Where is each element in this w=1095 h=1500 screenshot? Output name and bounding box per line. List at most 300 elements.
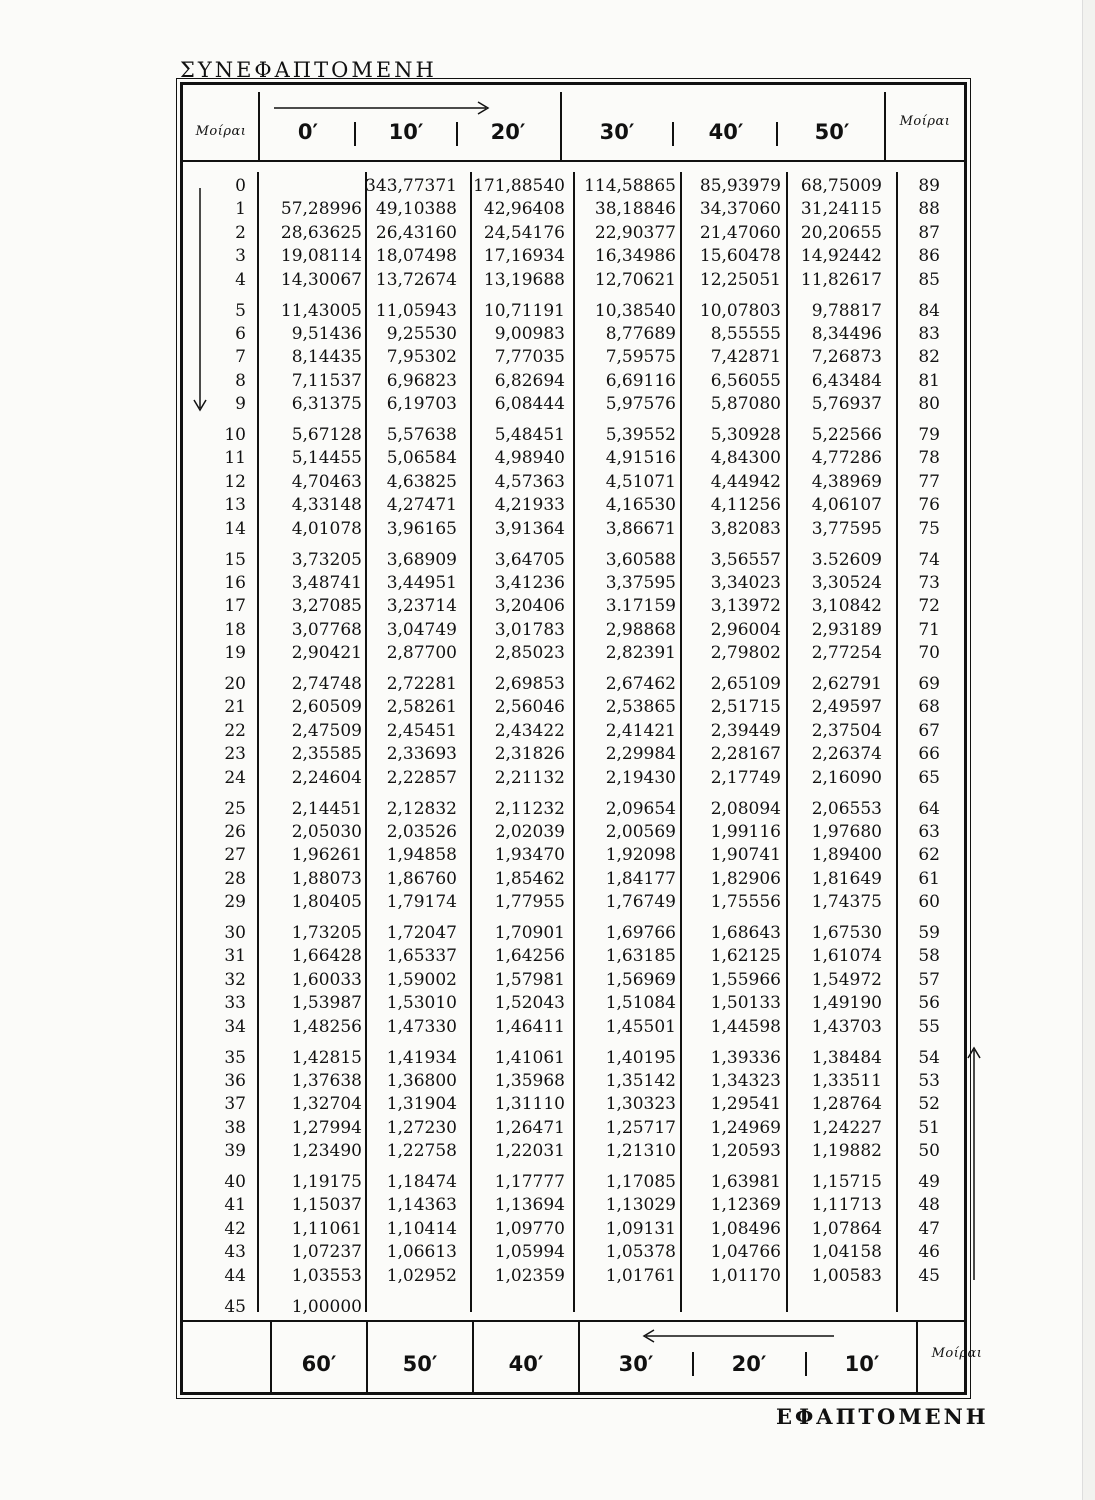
table-cell: 2,22857 bbox=[386, 767, 457, 788]
table-cell: 4,06107 bbox=[811, 495, 882, 516]
body-sep-4 bbox=[573, 172, 575, 1312]
table-cell: 2,77254 bbox=[811, 643, 882, 664]
table-cell: 5,22566 bbox=[811, 425, 882, 445]
degree-left: 32 bbox=[224, 969, 246, 990]
table-cell: 2,39449 bbox=[710, 720, 781, 741]
table-cell: 4,16530 bbox=[605, 495, 676, 516]
table-cell: 2,35585 bbox=[291, 744, 362, 765]
footer-minutes-0: 60′ bbox=[301, 1352, 337, 1376]
table-title-bottom: ΕΦΑΠΤΟΜΕΝΗ bbox=[776, 1404, 989, 1429]
degree-left: 6 bbox=[235, 323, 246, 344]
table-cell: 114,58865 bbox=[584, 176, 676, 196]
table-cell: 49,10388 bbox=[375, 199, 457, 220]
table-cell: 2,45451 bbox=[386, 720, 457, 741]
table-cell: 1,30323 bbox=[605, 1094, 676, 1115]
footer-minutes-4: 20′ bbox=[731, 1352, 767, 1376]
table-cell: 1,54972 bbox=[811, 969, 882, 990]
table-cell: 9,00983 bbox=[494, 323, 565, 344]
header-degrees-left: Μοίραι bbox=[195, 124, 247, 139]
table-cell: 3,44951 bbox=[386, 572, 457, 593]
table-cell: 1,90741 bbox=[710, 845, 781, 866]
degree-left: 39 bbox=[224, 1141, 246, 1162]
table-cell: 1,77955 bbox=[494, 892, 565, 913]
degree-left: 7 bbox=[235, 347, 246, 368]
table-cell: 2,17749 bbox=[710, 767, 781, 788]
table-cell: 2,65109 bbox=[710, 674, 781, 694]
degree-left: 37 bbox=[224, 1094, 246, 1115]
table-cell: 2,53865 bbox=[605, 697, 676, 718]
table-cell: 3,86671 bbox=[605, 518, 676, 539]
table-cell: 8,55555 bbox=[710, 323, 781, 344]
footer-minutes-5: 10′ bbox=[844, 1352, 880, 1376]
table-cell: 1,67530 bbox=[811, 923, 882, 943]
degree-left: 30 bbox=[224, 923, 246, 943]
degree-right: 87 bbox=[918, 222, 940, 243]
table-cell: 20,20655 bbox=[800, 222, 882, 243]
table-cell: 12,25051 bbox=[699, 269, 781, 290]
table-cell: 1,84177 bbox=[605, 868, 676, 889]
table-cell: 1,51084 bbox=[605, 993, 676, 1014]
degree-right: 61 bbox=[918, 868, 940, 889]
header-minutes-3: 30′ bbox=[599, 120, 635, 144]
table-cell: 1,59002 bbox=[386, 969, 457, 990]
table-cell: 2,09654 bbox=[605, 798, 676, 819]
degree-right: 66 bbox=[918, 744, 940, 765]
table-cell: 1,00583 bbox=[811, 1265, 882, 1286]
table-cell: 1,48256 bbox=[291, 1016, 362, 1037]
table-cell: 9,51436 bbox=[291, 323, 362, 344]
table-cell: 7,59575 bbox=[605, 347, 676, 368]
degree-right: 74 bbox=[918, 549, 940, 570]
degree-right: 50 bbox=[918, 1141, 940, 1162]
table-cell: 1,22031 bbox=[494, 1141, 565, 1162]
degree-right: 83 bbox=[918, 323, 940, 344]
table-cell: 1,73205 bbox=[291, 923, 362, 943]
table-cell: 1,01170 bbox=[710, 1265, 781, 1286]
table-cell: 4,38969 bbox=[811, 471, 882, 492]
table-cell: 1,47330 bbox=[386, 1016, 457, 1037]
table-cell: 2,03526 bbox=[386, 821, 457, 842]
table-cell: 3,60588 bbox=[605, 549, 676, 570]
degree-right: 48 bbox=[918, 1195, 940, 1216]
table-cell: 1,15715 bbox=[811, 1172, 882, 1192]
table-cell: 1,66428 bbox=[291, 946, 362, 967]
table-cell: 3,07768 bbox=[291, 619, 362, 640]
body-sep-7 bbox=[896, 172, 898, 1312]
degree-left: 27 bbox=[224, 845, 246, 866]
degree-right: 60 bbox=[918, 892, 940, 913]
header-sep-left bbox=[258, 92, 260, 160]
table-cell: 2,47509 bbox=[291, 720, 362, 741]
table-cell: 1,56969 bbox=[605, 969, 676, 990]
degree-right: 47 bbox=[918, 1218, 940, 1239]
table-cell: 2,12832 bbox=[386, 798, 457, 819]
table-cell: 8,14435 bbox=[291, 347, 362, 368]
table-cell: 1,07237 bbox=[291, 1242, 362, 1263]
degree-right: 55 bbox=[918, 1016, 940, 1037]
table-cell: 5,97576 bbox=[605, 394, 676, 415]
table-cell: 3,34023 bbox=[710, 572, 781, 593]
table-cell: 2,14451 bbox=[291, 798, 362, 819]
arrow-right-icon bbox=[272, 100, 502, 116]
table-cell: 24,54176 bbox=[483, 222, 565, 243]
table-cell: 3,13972 bbox=[710, 596, 781, 617]
table-cell: 38,18846 bbox=[594, 199, 676, 220]
header-tick-1 bbox=[354, 122, 356, 146]
table-cell: 1,38484 bbox=[811, 1047, 882, 1068]
table-cell: 10,38540 bbox=[594, 300, 676, 321]
table-cell: 1,35968 bbox=[494, 1070, 565, 1091]
degree-left: 4 bbox=[235, 269, 246, 290]
table-cell: 2,06553 bbox=[811, 798, 882, 819]
degree-left: 23 bbox=[224, 744, 246, 765]
table-cell: 3,64705 bbox=[494, 549, 565, 570]
degree-right: 81 bbox=[918, 370, 940, 391]
table-cell: 14,30067 bbox=[280, 269, 362, 290]
table-cell: 1,13029 bbox=[605, 1195, 676, 1216]
table-cell: 1,13694 bbox=[494, 1195, 565, 1216]
table-cell: 2,26374 bbox=[811, 744, 882, 765]
header-tick-2 bbox=[456, 122, 458, 146]
table-cell: 3,27085 bbox=[291, 596, 362, 617]
table-cell: 2,02039 bbox=[494, 821, 565, 842]
table-cell: 1,11713 bbox=[811, 1195, 882, 1216]
table-cell: 1,36800 bbox=[386, 1070, 457, 1091]
degree-left: 44 bbox=[224, 1265, 246, 1286]
table-cell: 16,34986 bbox=[594, 246, 676, 267]
table-cell: 1,41061 bbox=[494, 1047, 565, 1068]
table-cell: 9,25530 bbox=[386, 323, 457, 344]
table-cell: 6,43484 bbox=[811, 370, 882, 391]
table-cell: 6,31375 bbox=[291, 394, 362, 415]
table-cell: 5,67128 bbox=[291, 425, 362, 445]
table-cell: 1,19175 bbox=[291, 1172, 362, 1192]
table-cell: 1,15037 bbox=[291, 1195, 362, 1216]
table-cell: 2,24604 bbox=[291, 767, 362, 788]
table-cell: 2,16090 bbox=[811, 767, 882, 788]
degree-right: 76 bbox=[918, 495, 940, 516]
table-cell: 1,43703 bbox=[811, 1016, 882, 1037]
table-cell: 1,02359 bbox=[494, 1265, 565, 1286]
table-cell: 3,01783 bbox=[494, 619, 565, 640]
degree-right: 45 bbox=[918, 1265, 940, 1286]
table-cell: 6,96823 bbox=[386, 370, 457, 391]
body-sep-3 bbox=[470, 172, 472, 1312]
arrow-left-icon bbox=[636, 1328, 836, 1344]
table-cell: 6,56055 bbox=[710, 370, 781, 391]
degree-right: 46 bbox=[918, 1242, 940, 1263]
table-cell: 1,79174 bbox=[386, 892, 457, 913]
table-cell: 1,10414 bbox=[386, 1218, 457, 1239]
degree-left: 0 bbox=[235, 176, 246, 196]
degree-left: 25 bbox=[224, 798, 246, 819]
degree-left: 38 bbox=[224, 1117, 246, 1138]
degree-left: 17 bbox=[224, 596, 246, 617]
header-minutes-2: 20′ bbox=[490, 120, 526, 144]
table-cell: 1,25717 bbox=[605, 1117, 676, 1138]
table-cell: 1,24227 bbox=[811, 1117, 882, 1138]
table-cell: 2,33693 bbox=[386, 744, 457, 765]
table-cell: 1,09131 bbox=[605, 1218, 676, 1239]
body-sep-1 bbox=[257, 172, 259, 1312]
table-cell: 21,47060 bbox=[699, 222, 781, 243]
table-cell: 3,23714 bbox=[386, 596, 457, 617]
table-cell: 2,87700 bbox=[386, 643, 457, 664]
table-cell: 2,28167 bbox=[710, 744, 781, 765]
table-cell: 3,82083 bbox=[710, 518, 781, 539]
table-cell: 4,33148 bbox=[291, 495, 362, 516]
table-cell: 1,81649 bbox=[811, 868, 882, 889]
table-cell: 2,43422 bbox=[494, 720, 565, 741]
table-title-top: ΣΥΝΕΦΑΠΤΟΜΕΝΗ bbox=[180, 58, 437, 82]
table-cell: 85,93979 bbox=[699, 176, 781, 196]
degree-right: 54 bbox=[918, 1047, 940, 1068]
table-cell: 42,96408 bbox=[483, 199, 565, 220]
table-cell: 4,44942 bbox=[710, 471, 781, 492]
table-cell: 1,53010 bbox=[386, 993, 457, 1014]
table-cell: 1,08496 bbox=[710, 1218, 781, 1239]
degree-left: 5 bbox=[235, 300, 246, 321]
table-cell: 6,82694 bbox=[494, 370, 565, 391]
degree-left: 31 bbox=[224, 946, 246, 967]
table-cell: 171,88540 bbox=[473, 176, 565, 196]
table-cell: 3.17159 bbox=[605, 596, 676, 617]
table-cell: 1,65337 bbox=[386, 946, 457, 967]
table-cell: 1,39336 bbox=[710, 1047, 781, 1068]
table-cell: 3,30524 bbox=[811, 572, 882, 593]
degree-left: 10 bbox=[224, 425, 246, 445]
table-cell: 2,67462 bbox=[605, 674, 676, 694]
table-cell: 6,19703 bbox=[386, 394, 457, 415]
table-cell: 1,37638 bbox=[291, 1070, 362, 1091]
degree-left: 21 bbox=[224, 697, 246, 718]
table-cell: 10,07803 bbox=[699, 300, 781, 321]
table-cell: 1,69766 bbox=[605, 923, 676, 943]
table-cell: 1,06613 bbox=[386, 1242, 457, 1263]
degree-left: 28 bbox=[224, 868, 246, 889]
table-cell: 1,53987 bbox=[291, 993, 362, 1014]
table-cell: 1,57981 bbox=[494, 969, 565, 990]
table-cell: 2,60509 bbox=[291, 697, 362, 718]
degree-right: 69 bbox=[918, 674, 940, 694]
table-cell: 3,04749 bbox=[386, 619, 457, 640]
table-cell: 1,26471 bbox=[494, 1117, 565, 1138]
table-cell: 1,19882 bbox=[811, 1141, 882, 1162]
table-cell: 1,97680 bbox=[811, 821, 882, 842]
degree-left: 26 bbox=[224, 821, 246, 842]
table-cell: 1,05378 bbox=[605, 1242, 676, 1263]
degree-right: 70 bbox=[918, 643, 940, 664]
table-cell: 1,75556 bbox=[710, 892, 781, 913]
arrow-up-icon bbox=[966, 1042, 982, 1282]
table-cell: 1,11061 bbox=[291, 1218, 362, 1239]
body-sep-2 bbox=[365, 172, 367, 1312]
table-cell: 4,84300 bbox=[710, 448, 781, 469]
degree-left: 12 bbox=[224, 471, 246, 492]
degree-right: 52 bbox=[918, 1094, 940, 1115]
table-cell: 4,57363 bbox=[494, 471, 565, 492]
table-cell: 18,07498 bbox=[375, 246, 457, 267]
table-cell: 1,20593 bbox=[710, 1141, 781, 1162]
table-cell: 1,14363 bbox=[386, 1195, 457, 1216]
table-cell: 1,96261 bbox=[291, 845, 362, 866]
table-cell: 1,41934 bbox=[386, 1047, 457, 1068]
degree-right: 59 bbox=[918, 923, 940, 943]
table-cell: 1,02952 bbox=[386, 1265, 457, 1286]
header-degrees-right: Μοίραι bbox=[899, 114, 951, 129]
table-cell: 1,64256 bbox=[494, 946, 565, 967]
degree-left: 15 bbox=[224, 549, 246, 570]
table-cell: 3.52609 bbox=[811, 549, 882, 570]
table-cell: 4,98940 bbox=[494, 448, 565, 469]
table-cell: 1,45501 bbox=[605, 1016, 676, 1037]
table-cell: 1,85462 bbox=[494, 868, 565, 889]
table-cell: 1,94858 bbox=[386, 845, 457, 866]
degree-left: 36 bbox=[224, 1070, 246, 1091]
table-cell: 5,48451 bbox=[494, 425, 565, 445]
table-cell: 2,85023 bbox=[494, 643, 565, 664]
table-cell: 6,69116 bbox=[605, 370, 676, 391]
table-cell: 2,21132 bbox=[494, 767, 565, 788]
table-cell: 5,06584 bbox=[386, 448, 457, 469]
table-cell: 4,01078 bbox=[291, 518, 362, 539]
table-cell: 7,26873 bbox=[811, 347, 882, 368]
degree-right: 85 bbox=[918, 269, 940, 290]
table-cell: 1,46411 bbox=[494, 1016, 565, 1037]
table-cell: 2,79802 bbox=[710, 643, 781, 664]
footer-divider bbox=[183, 1320, 964, 1322]
table-cell: 2,82391 bbox=[605, 643, 676, 664]
degree-left: 16 bbox=[224, 572, 246, 593]
table-cell: 4,70463 bbox=[291, 471, 362, 492]
degree-right: 89 bbox=[918, 176, 940, 196]
degree-right: 86 bbox=[918, 246, 940, 267]
header-minutes-5: 50′ bbox=[814, 120, 850, 144]
table-cell: 22,90377 bbox=[594, 222, 676, 243]
table-cell: 2,08094 bbox=[710, 798, 781, 819]
degree-right: 71 bbox=[918, 619, 940, 640]
table-cell: 1,23490 bbox=[291, 1141, 362, 1162]
table-cell: 3,73205 bbox=[291, 549, 362, 570]
table-cell: 1,28764 bbox=[811, 1094, 882, 1115]
degree-left: 20 bbox=[224, 674, 246, 694]
table-cell: 7,95302 bbox=[386, 347, 457, 368]
table-cell: 11,82617 bbox=[800, 269, 882, 290]
header-divider bbox=[183, 160, 964, 162]
degree-left: 43 bbox=[224, 1242, 246, 1263]
table-cell: 1,88073 bbox=[291, 868, 362, 889]
degree-left: 9 bbox=[235, 394, 246, 415]
degree-left: 45 bbox=[224, 1296, 246, 1317]
table-cell: 1,70901 bbox=[494, 923, 565, 943]
degree-left: 34 bbox=[224, 1016, 246, 1037]
table-cell: 3,68909 bbox=[386, 549, 457, 570]
table-cell: 2,72281 bbox=[386, 674, 457, 694]
table-cell: 57,28996 bbox=[280, 199, 362, 220]
table-cell: 2,93189 bbox=[811, 619, 882, 640]
table-cell: 3,96165 bbox=[386, 518, 457, 539]
footer-minutes-1: 50′ bbox=[402, 1352, 438, 1376]
table-cell: 1,42815 bbox=[291, 1047, 362, 1068]
degree-right: 79 bbox=[918, 425, 940, 445]
table-cell: 1,05994 bbox=[494, 1242, 565, 1263]
table-cell: 8,34496 bbox=[811, 323, 882, 344]
body-sep-6 bbox=[786, 172, 788, 1312]
table-cell: 1,29541 bbox=[710, 1094, 781, 1115]
table-cell: 1,93470 bbox=[494, 845, 565, 866]
table-cell: 1,22758 bbox=[386, 1141, 457, 1162]
table-cell: 1,72047 bbox=[386, 923, 457, 943]
table-cell: 1,86760 bbox=[386, 868, 457, 889]
degree-left: 13 bbox=[224, 495, 246, 516]
footer-minutes-3: 30′ bbox=[618, 1352, 654, 1376]
degree-left: 2 bbox=[235, 222, 246, 243]
table-cell: 1,55966 bbox=[710, 969, 781, 990]
table-cell: 1,99116 bbox=[710, 821, 781, 842]
table-cell: 1,33511 bbox=[811, 1070, 882, 1091]
table-cell: 1,68643 bbox=[710, 923, 781, 943]
table-cell: 4,21933 bbox=[494, 495, 565, 516]
table-cell: 9,78817 bbox=[811, 300, 882, 321]
table-cell: 1,89400 bbox=[811, 845, 882, 866]
table-cell: 1,27230 bbox=[386, 1117, 457, 1138]
degree-left: 18 bbox=[224, 619, 246, 640]
table-cell: 4,51071 bbox=[605, 471, 676, 492]
table-cell: 1,27994 bbox=[291, 1117, 362, 1138]
table-cell: 68,75009 bbox=[800, 176, 882, 196]
degree-right: 80 bbox=[918, 394, 940, 415]
table-cell: 1,07864 bbox=[811, 1218, 882, 1239]
table-cell: 1,09770 bbox=[494, 1218, 565, 1239]
table-cell: 2,41421 bbox=[605, 720, 676, 741]
table-cell: 5,30928 bbox=[710, 425, 781, 445]
degree-right: 62 bbox=[918, 845, 940, 866]
table-cell: 1,74375 bbox=[811, 892, 882, 913]
header-minutes-4: 40′ bbox=[708, 120, 744, 144]
table-cell: 1,31110 bbox=[494, 1094, 565, 1115]
table-cell: 2,49597 bbox=[811, 697, 882, 718]
degree-right: 82 bbox=[918, 347, 940, 368]
table-cell: 2,74748 bbox=[291, 674, 362, 694]
table-cell: 19,08114 bbox=[280, 246, 362, 267]
degree-left: 3 bbox=[235, 246, 246, 267]
table-cell: 4,77286 bbox=[811, 448, 882, 469]
table-cell: 3,91364 bbox=[494, 518, 565, 539]
table-cell: 13,19688 bbox=[483, 269, 565, 290]
table-cell: 3,48741 bbox=[291, 572, 362, 593]
table-cell: 1,03553 bbox=[291, 1265, 362, 1286]
table-cell: 1,32704 bbox=[291, 1094, 362, 1115]
table-cell: 8,77689 bbox=[605, 323, 676, 344]
table-cell: 5,39552 bbox=[605, 425, 676, 445]
table-cell: 5,57638 bbox=[386, 425, 457, 445]
table-cell: 1,62125 bbox=[710, 946, 781, 967]
degree-right: 63 bbox=[918, 821, 940, 842]
table-cell: 2,58261 bbox=[386, 697, 457, 718]
table-cell: 1,21310 bbox=[605, 1141, 676, 1162]
table-cell: 1,44598 bbox=[710, 1016, 781, 1037]
table-cell: 1,60033 bbox=[291, 969, 362, 990]
table-cell: 343,77371 bbox=[365, 176, 457, 196]
table-cell: 17,16934 bbox=[483, 246, 565, 267]
header-tick-4 bbox=[776, 122, 778, 146]
table-cell: 1,24969 bbox=[710, 1117, 781, 1138]
table-cell: 1,82906 bbox=[710, 868, 781, 889]
table-cell: 2,62791 bbox=[811, 674, 882, 694]
table-cell: 2,00569 bbox=[605, 821, 676, 842]
table-cell: 1,17777 bbox=[494, 1172, 565, 1192]
degree-right: 84 bbox=[918, 300, 940, 321]
